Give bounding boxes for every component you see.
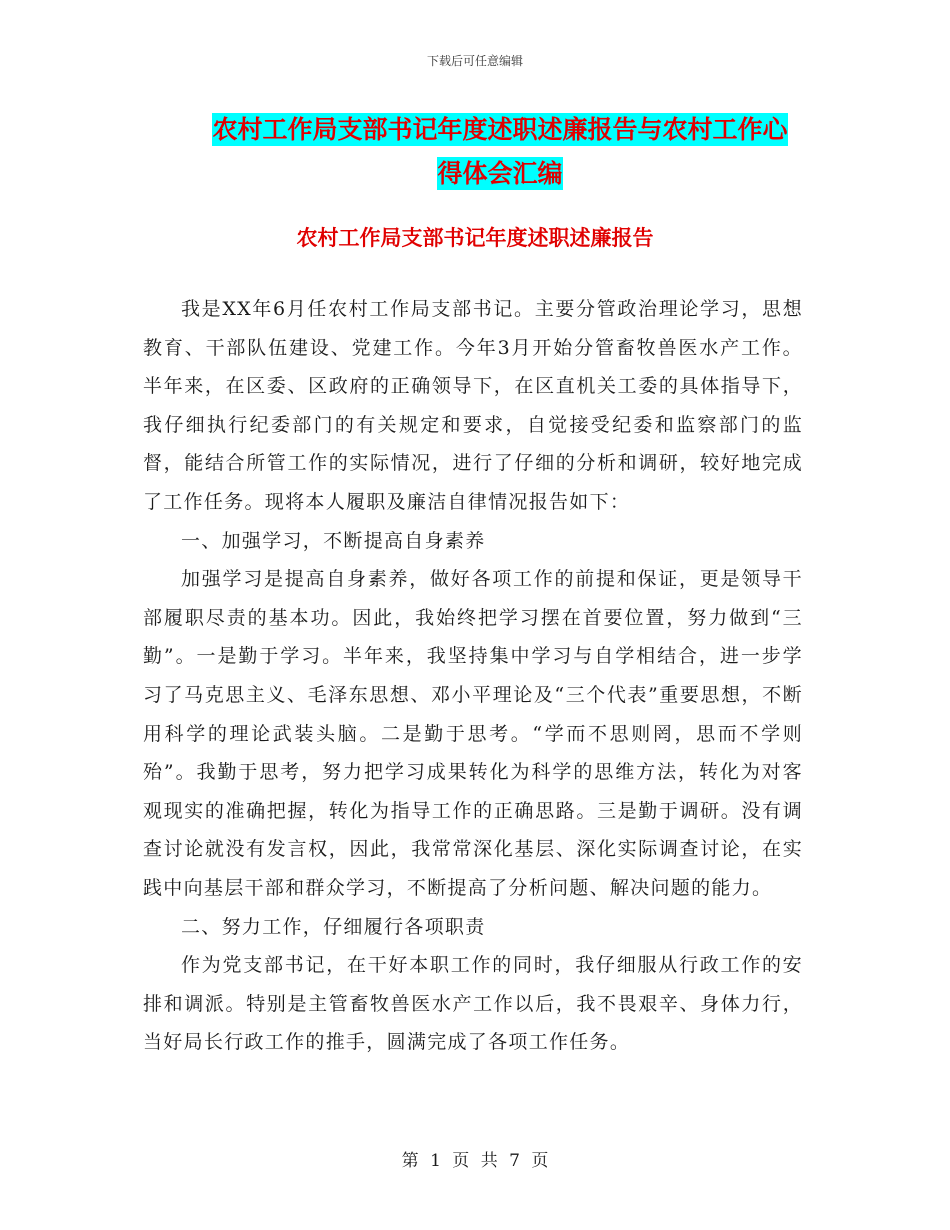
intro-paragraph: 我是XX年6月任农村工作局支部书记。主要分管政治理论学习，思想教育、干部队伍建设、党建工作。今年3月开始分管畜牧兽医水产工作。半年来，在区委、区政府的正确领导下，在区直机关工委的具体指导下，我仔细执行纪委部门的有关规定和要求，自觉接受纪委和监察部门的监督，能结合所管工作的实际情况，进行了仔细的分析和调研，较好地完成了工作任务。现将本人履职及廉洁自律情况报告如下： (143, 298, 803, 513)
document-title (190, 108, 810, 196)
work-paragraph: 作为党支部书记，在干好本职工作的同时，我仔细服从行政工作的安排和调派。特别是主管畜牧兽医水产工作以后，我不畏艰辛、身体力行，当好局长行政工作的推手，圆满完成了各项工作任务。 (143, 954, 803, 1054)
document-title-line-1: 农村工作局支部书记年度述职述廉报告与农村工作心 (212, 115, 788, 144)
page-footer: 第 1 页 共 7 页 (401, 1151, 549, 1171)
header-note: 下载后可任意编辑 (426, 54, 523, 68)
document-title-line-2: 得体会汇编 (437, 159, 563, 188)
heading-2: 二、努力工作，仔细履行各项职责 (181, 915, 486, 938)
heading-1: 一、加强学习，不断提高自身素养 (181, 529, 486, 552)
section-title: 农村工作局支部书记年度述职述廉报告 (296, 226, 654, 250)
study-paragraph: 加强学习是提高自身素养，做好各项工作的前提和保证，更是领导干部履职尽责的基本功。因此，我始终把学习摆在首要位置，努力做到“三勤”。一是勤于学习。半年来，我坚持集中学习与自学相结合，进一步学习了马克思主义、毛泽东思想、邓小平理论及“三个代表”重要思想，不断用科学的理论武装头脑。二是勤于思考。“学而不思则罔，思而不学则殆”。我勤于思考，努力把学习成果转化为科学的思维方法，转化为对客观现实的准确把握，转化为指导工作的正确思路。三是勤于调研。没有调查讨论就没有发言权，因此，我常常深化基层、深化实际调查讨论，在实践中向基层干部和群众学习，不断提高了分析问题、解决问题的能力。 (143, 568, 803, 899)
body-text (143, 290, 803, 1062)
